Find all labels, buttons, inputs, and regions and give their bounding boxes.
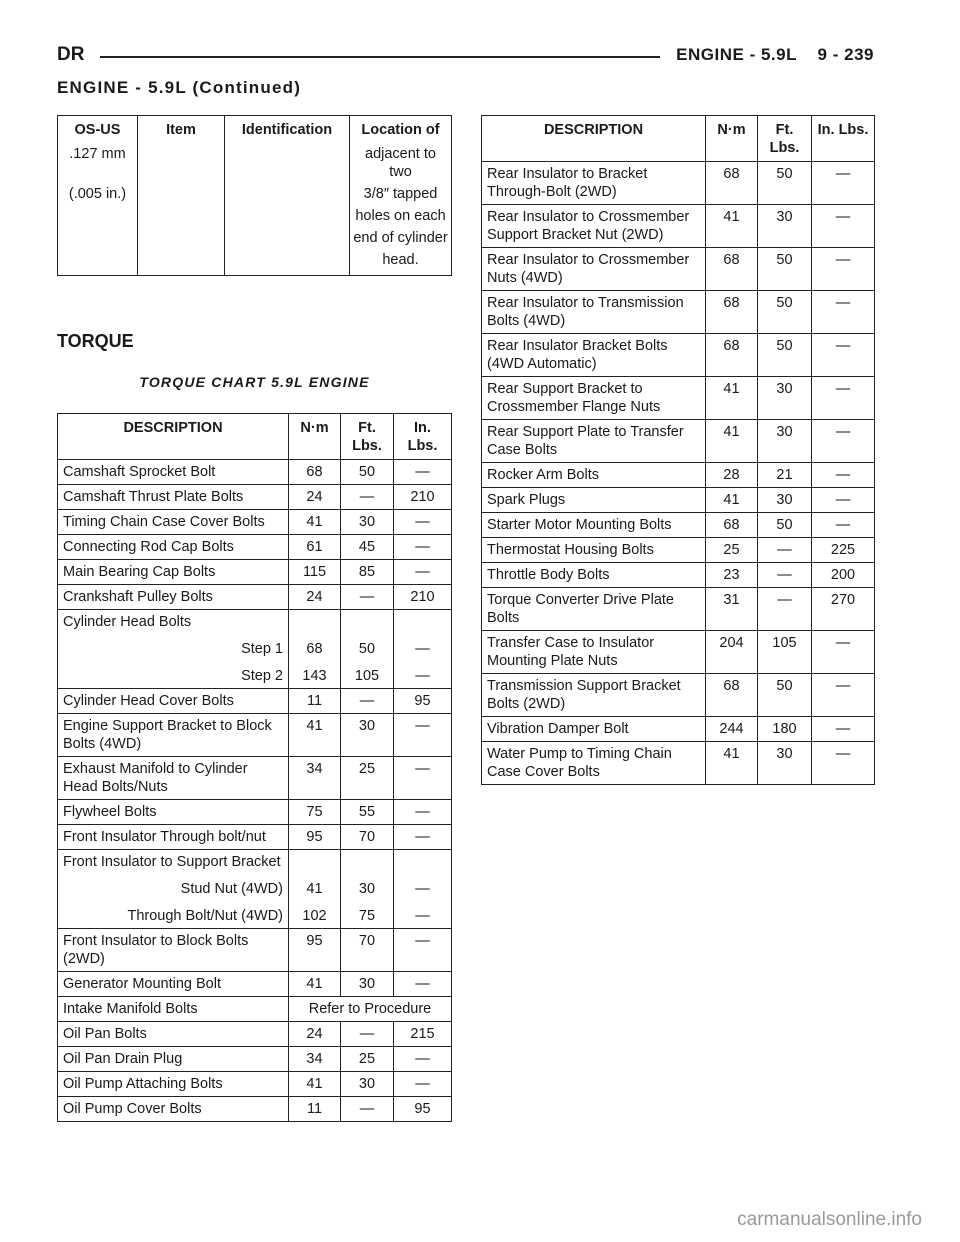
table-row <box>482 674 875 717</box>
table-cell: — <box>394 535 452 560</box>
table-row <box>482 742 875 785</box>
watermark: carmanualsonline.info <box>737 1209 922 1230</box>
table-cell: 30 <box>341 510 394 535</box>
table-row <box>58 1022 452 1047</box>
table-cell: 244 <box>706 717 758 742</box>
table-cell: — <box>394 634 452 661</box>
table-row <box>482 334 875 377</box>
table-row <box>482 291 875 334</box>
table-cell: 30 <box>341 972 394 997</box>
table-cell: 68 <box>706 248 758 291</box>
table-cell: Stud Nut (4WD) <box>58 874 289 901</box>
table-cell: 11 <box>289 1097 341 1122</box>
table-cell: Cylinder Head Bolts <box>58 610 289 635</box>
table-cell: 41 <box>289 1072 341 1097</box>
table-cell: 30 <box>758 420 812 463</box>
table-cell: — <box>812 513 875 538</box>
table-cell: Spark Plugs <box>482 488 706 513</box>
table-cell: 41 <box>289 972 341 997</box>
table-cell: Rear Support Plate to Transfer Case Bolts <box>482 420 706 463</box>
table-cell: — <box>341 1022 394 1047</box>
table-row <box>58 757 452 800</box>
table-subrow <box>58 901 452 929</box>
table-cell: 75 <box>341 901 394 929</box>
table-cell <box>289 610 341 635</box>
table-row <box>58 825 452 850</box>
table-row <box>58 1072 452 1097</box>
table-cell: Step 1 <box>58 634 289 661</box>
table-cell: Generator Mounting Bolt <box>58 972 289 997</box>
table-cell: Transfer Case to Insulator Mounting Plate Nuts <box>482 631 706 674</box>
table-row <box>482 563 875 588</box>
table-cell: 85 <box>341 560 394 585</box>
col-header: In. Lbs. <box>394 414 452 460</box>
table-cell: 75 <box>289 800 341 825</box>
table-cell: Rear Insulator Bracket Bolts (4WD Automatic) <box>482 334 706 377</box>
table-row <box>482 463 875 488</box>
table-cell: Front Insulator Through bolt/nut <box>58 825 289 850</box>
table-cell: — <box>341 485 394 510</box>
table-cell: 50 <box>341 634 394 661</box>
table-cell: Oil Pan Bolts <box>58 1022 289 1047</box>
col-header: Ft. Lbs. <box>341 414 394 460</box>
table-cell: — <box>812 631 875 674</box>
table-cell: Rear Insulator to Crossmember Nuts (4WD) <box>482 248 706 291</box>
chart-title: TORQUE CHART 5.9L ENGINE <box>139 374 370 390</box>
table-cell: — <box>394 800 452 825</box>
table-row <box>482 420 875 463</box>
col-header: In. Lbs. <box>812 116 875 162</box>
table-cell: — <box>812 674 875 717</box>
table-cell: 24 <box>289 485 341 510</box>
table-cell: — <box>394 1072 452 1097</box>
table-cell: Thermostat Housing Bolts <box>482 538 706 563</box>
col-header: DESCRIPTION <box>482 116 706 162</box>
col-header: OS-US <box>58 116 138 144</box>
table-cell: 210 <box>394 485 452 510</box>
table-cell: — <box>812 717 875 742</box>
table-cell: — <box>341 1097 394 1122</box>
table-cell: 55 <box>341 800 394 825</box>
table-cell: 143 <box>289 661 341 689</box>
table-cell: 215 <box>394 1022 452 1047</box>
table-cell: Transmission Support Bracket Bolts (2WD) <box>482 674 706 717</box>
table-row <box>482 717 875 742</box>
table-cell: Intake Manifold Bolts <box>58 997 289 1022</box>
table-cell: Throttle Body Bolts <box>482 563 706 588</box>
spec-cell: adjacent to two <box>350 143 452 183</box>
table-cell <box>394 610 452 635</box>
spec-cell: holes on each <box>350 205 452 227</box>
table-cell: 105 <box>341 661 394 689</box>
table-cell: Cylinder Head Cover Bolts <box>58 689 289 714</box>
spec-cell: 3/8″ tapped <box>350 183 452 205</box>
table-row <box>58 1097 452 1122</box>
spec-cell: end of cylinder <box>350 227 452 249</box>
table-cell: Starter Motor Mounting Bolts <box>482 513 706 538</box>
table-row <box>482 162 875 205</box>
table-cell: Vibration Damper Bolt <box>482 717 706 742</box>
table-cell: 102 <box>289 901 341 929</box>
table-cell: Rear Insulator to Transmission Bolts (4WD) <box>482 291 706 334</box>
col-header: Identification <box>225 116 350 144</box>
table-cell: 41 <box>706 420 758 463</box>
table-cell: Rear Insulator to Bracket Through-Bolt (2WD) <box>482 162 706 205</box>
table-cell: — <box>394 661 452 689</box>
header-row <box>482 116 875 162</box>
table-row <box>482 377 875 420</box>
table-cell: 68 <box>706 291 758 334</box>
table-cell: 34 <box>289 1047 341 1072</box>
table-cell: Oil Pan Drain Plug <box>58 1047 289 1072</box>
table-cell: — <box>812 488 875 513</box>
table-cell: Flywheel Bolts <box>58 800 289 825</box>
spec-cell: .127 mm <box>58 143 138 183</box>
table-subrow <box>58 634 452 661</box>
table-row <box>58 1047 452 1072</box>
table-cell: 95 <box>394 1097 452 1122</box>
table-cell: — <box>394 757 452 800</box>
table-subrow <box>58 874 452 901</box>
table-cell: 41 <box>706 742 758 785</box>
table-cell: 31 <box>706 588 758 631</box>
table-row <box>482 631 875 674</box>
table-cell: Timing Chain Case Cover Bolts <box>58 510 289 535</box>
torque-table-right <box>481 115 875 785</box>
header-left: DR <box>57 44 85 65</box>
col-header: DESCRIPTION <box>58 414 289 460</box>
torque-table-left <box>57 413 452 1122</box>
table-cell: — <box>394 460 452 485</box>
table-cell: Refer to Procedure <box>289 997 452 1022</box>
table-cell: — <box>394 1047 452 1072</box>
table-cell: Front Insulator to Block Bolts (2WD) <box>58 929 289 972</box>
table-cell: 25 <box>341 757 394 800</box>
table-cell: Oil Pump Cover Bolts <box>58 1097 289 1122</box>
table-cell: 34 <box>289 757 341 800</box>
spec-header-row <box>58 116 452 144</box>
table-cell: 95 <box>394 689 452 714</box>
table-row <box>58 535 452 560</box>
table-row <box>482 538 875 563</box>
col-header: Item <box>138 116 225 144</box>
table-cell: — <box>812 291 875 334</box>
table-cell: 11 <box>289 689 341 714</box>
table-cell: 68 <box>289 460 341 485</box>
table-cell: Main Bearing Cap Bolts <box>58 560 289 585</box>
table-cell: 30 <box>758 742 812 785</box>
table-cell: 68 <box>706 334 758 377</box>
table-cell: Camshaft Thrust Plate Bolts <box>58 485 289 510</box>
table-cell <box>394 850 452 875</box>
table-cell: — <box>758 538 812 563</box>
table-row <box>58 850 452 875</box>
table-cell: — <box>341 689 394 714</box>
header-rule <box>100 56 660 58</box>
table-cell: 95 <box>289 929 341 972</box>
table-cell: 204 <box>706 631 758 674</box>
table-cell: Connecting Rod Cap Bolts <box>58 535 289 560</box>
table-cell: 30 <box>341 714 394 757</box>
table-cell: — <box>812 248 875 291</box>
table-cell: 41 <box>706 205 758 248</box>
table-row <box>58 560 452 585</box>
table-cell: 25 <box>341 1047 394 1072</box>
table-cell: 70 <box>341 825 394 850</box>
table-cell: 21 <box>758 463 812 488</box>
table-cell: 68 <box>706 162 758 205</box>
table-cell: 61 <box>289 535 341 560</box>
col-header: Location of <box>350 116 452 144</box>
table-cell: 41 <box>289 714 341 757</box>
table-row <box>58 510 452 535</box>
table-cell: 30 <box>758 205 812 248</box>
spec-cell: head. <box>350 249 452 276</box>
table-cell: 41 <box>706 377 758 420</box>
table-cell: Torque Converter Drive Plate Bolts <box>482 588 706 631</box>
table-cell: — <box>394 825 452 850</box>
table-cell: 41 <box>289 510 341 535</box>
table-cell: Water Pump to Timing Chain Case Cover Bolts <box>482 742 706 785</box>
table-cell: 95 <box>289 825 341 850</box>
table-row <box>58 800 452 825</box>
table-cell: Exhaust Manifold to Cylinder Head Bolts/Nuts <box>58 757 289 800</box>
table-cell: 200 <box>812 563 875 588</box>
table-cell <box>289 850 341 875</box>
table-cell: 50 <box>758 674 812 717</box>
table-row <box>58 460 452 485</box>
torque-heading: TORQUE <box>57 331 134 351</box>
table-cell <box>341 610 394 635</box>
table-cell: — <box>341 585 394 610</box>
table-cell: 30 <box>341 1072 394 1097</box>
table-subrow <box>58 661 452 689</box>
table-row <box>58 929 452 972</box>
table-cell: — <box>758 563 812 588</box>
table-cell: — <box>394 874 452 901</box>
table-cell: Step 2 <box>58 661 289 689</box>
section-title: ENGINE - 5.9L (Continued) <box>57 78 302 97</box>
table-cell: Engine Support Bracket to Block Bolts (4WD) <box>58 714 289 757</box>
table-cell: 210 <box>394 585 452 610</box>
col-header: N·m <box>706 116 758 162</box>
table-cell: 50 <box>341 460 394 485</box>
table-cell: 50 <box>758 513 812 538</box>
table-row <box>58 585 452 610</box>
table-cell: — <box>812 205 875 248</box>
table-cell: — <box>758 588 812 631</box>
table-cell: 68 <box>706 513 758 538</box>
table-row <box>58 689 452 714</box>
table-cell: — <box>394 510 452 535</box>
table-cell <box>341 850 394 875</box>
table-row <box>482 205 875 248</box>
table-cell: 41 <box>289 874 341 901</box>
table-cell: Rear Support Bracket to Crossmember Flange Nuts <box>482 377 706 420</box>
table-cell: 24 <box>289 585 341 610</box>
header-right: ENGINE - 5.9L 9 - 239 <box>676 45 874 64</box>
table-cell: 24 <box>289 1022 341 1047</box>
spec-table <box>57 115 452 276</box>
table-cell: 50 <box>758 291 812 334</box>
table-cell: — <box>394 972 452 997</box>
table-cell: — <box>812 420 875 463</box>
table-cell: — <box>394 901 452 929</box>
table-cell: 30 <box>758 488 812 513</box>
table-row <box>482 588 875 631</box>
table-row <box>58 714 452 757</box>
table-row <box>482 248 875 291</box>
table-cell: 45 <box>341 535 394 560</box>
header-row <box>58 414 452 460</box>
table-cell: — <box>812 742 875 785</box>
table-cell: — <box>812 334 875 377</box>
table-cell: 50 <box>758 334 812 377</box>
table-cell: — <box>812 377 875 420</box>
table-cell: 225 <box>812 538 875 563</box>
table-cell: — <box>812 463 875 488</box>
table-cell: — <box>394 560 452 585</box>
table-cell: — <box>812 162 875 205</box>
col-header: Ft. Lbs. <box>758 116 812 162</box>
table-cell: 50 <box>758 162 812 205</box>
table-cell: 270 <box>812 588 875 631</box>
table-cell: — <box>394 714 452 757</box>
spec-cell: (.005 in.) <box>58 183 138 205</box>
table-cell: 50 <box>758 248 812 291</box>
table-cell: 30 <box>341 874 394 901</box>
table-cell: Through Bolt/Nut (4WD) <box>58 901 289 929</box>
table-cell: 68 <box>289 634 341 661</box>
table-cell: 30 <box>758 377 812 420</box>
table-row <box>482 513 875 538</box>
table-cell: Crankshaft Pulley Bolts <box>58 585 289 610</box>
table-cell: 25 <box>706 538 758 563</box>
table-cell: 23 <box>706 563 758 588</box>
table-cell: Rear Insulator to Crossmember Support Bracket Nut (2WD) <box>482 205 706 248</box>
table-cell: 41 <box>706 488 758 513</box>
table-cell: 105 <box>758 631 812 674</box>
table-row <box>58 997 452 1022</box>
table-cell: 115 <box>289 560 341 585</box>
table-cell: 180 <box>758 717 812 742</box>
table-cell: 68 <box>706 674 758 717</box>
table-cell: Front Insulator to Support Bracket <box>58 850 289 875</box>
table-cell: Rocker Arm Bolts <box>482 463 706 488</box>
table-cell: 70 <box>341 929 394 972</box>
col-header: N·m <box>289 414 341 460</box>
table-row <box>482 488 875 513</box>
table-row <box>58 972 452 997</box>
table-cell: Oil Pump Attaching Bolts <box>58 1072 289 1097</box>
table-row <box>58 610 452 635</box>
table-cell: Camshaft Sprocket Bolt <box>58 460 289 485</box>
table-row <box>58 485 452 510</box>
table-cell: — <box>394 929 452 972</box>
table-cell: 28 <box>706 463 758 488</box>
